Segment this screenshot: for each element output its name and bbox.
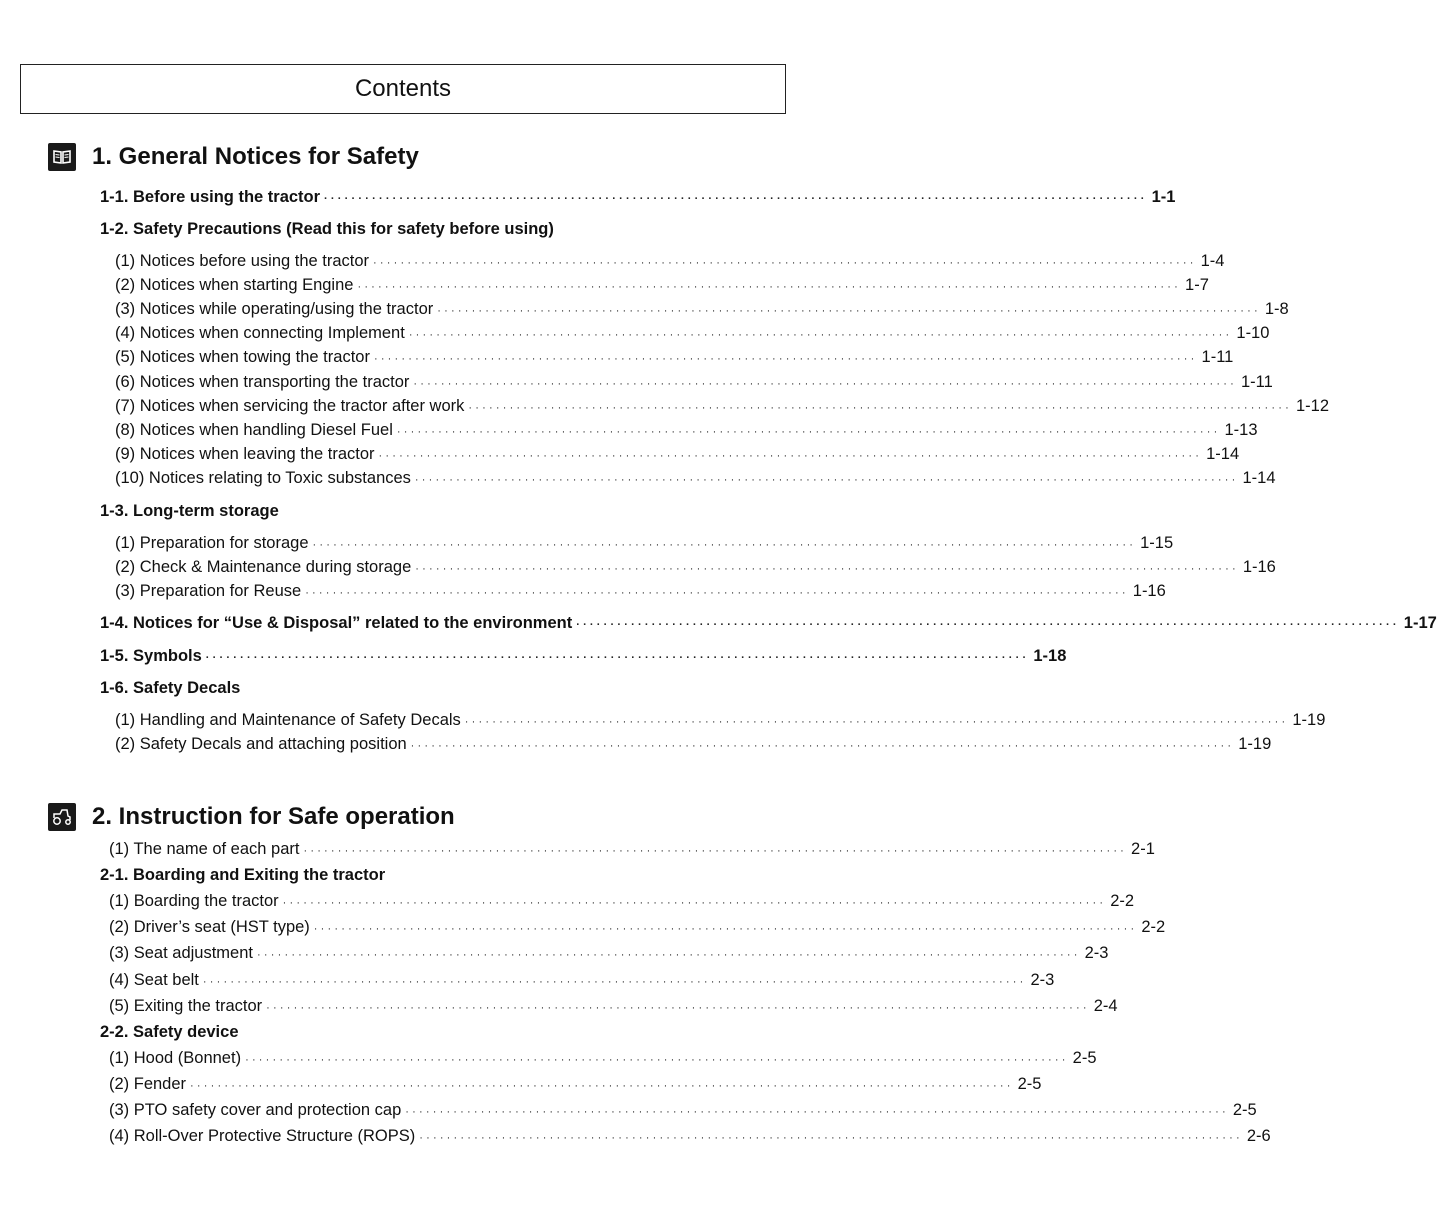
toc-entry-label: (2) Safety Decals and attaching position [115,735,407,753]
leader-dots: ························································································································ [419,1132,1243,1144]
toc-entry [109,968,1055,990]
toc-entry-label: (10) Notices relating to Toxic substances [115,469,411,487]
page-number: 2-2 [1141,918,1166,936]
page-number: 1-10 [1236,324,1270,342]
leader-dots: ························································································································ [468,402,1292,414]
toc-entry-label: 1-2. Safety Precautions (Read this for safety before using) [100,220,554,238]
leader-dots: ························································································································ [414,474,1239,486]
toc-entry-label: 2-1. Boarding and Exiting the tractor [100,866,386,884]
toc-heading [100,644,1067,666]
page-number: 2-1 [1131,840,1155,858]
page-number: 2-3 [1030,971,1055,989]
toc-entry [115,732,1272,754]
section-title: 2. Instruction for Safe operation [92,803,455,830]
toc-entry-label: (1) Boarding the tractor [109,892,279,910]
toc-entry-label: (1) Notices before using the tractor [115,252,370,270]
page-number: 1-13 [1224,421,1258,439]
toc-heading [100,185,1176,207]
leader-dots: ························································································································ [190,1080,1014,1092]
toc-entry [115,321,1270,343]
toc-entry-label: (4) Seat belt [109,971,199,989]
section-2-header [48,803,455,831]
toc-entry [115,466,1276,488]
section-title: 1. General Notices for Safety [92,143,419,170]
page-number: 1-1 [1151,188,1176,206]
page-number: 1-12 [1295,397,1329,415]
toc-entry [109,1098,1257,1120]
page-number: 1-18 [1033,647,1067,665]
toc-entry-label: (2) Fender [109,1075,187,1093]
toc-heading [100,217,558,239]
toc-heading [100,863,389,885]
toc-entry-label: (1) Hood (Bonnet) [109,1049,242,1067]
leader-dots: ························································································································ [405,1106,1229,1118]
page-number: 1-14 [1242,469,1276,487]
toc-entry [109,1124,1271,1146]
toc-entry [115,708,1326,730]
toc-entry [115,531,1174,553]
leader-dots: ························································································································ [415,563,1239,575]
toc-entry-label: (1) Preparation for storage [115,534,309,552]
toc-entry-label: (3) Preparation for Reuse [115,582,302,600]
leader-dots: ························································································································ [202,976,1027,988]
toc-entry-label: (6) Notices when transporting the tractor [115,373,410,391]
toc-entry-label: (1) Handling and Maintenance of Safety Decals [115,711,461,729]
page-number: 2-4 [1093,997,1118,1015]
toc-entry [109,837,1155,859]
toc-entry [115,273,1209,295]
toc-entry [109,994,1118,1016]
leader-dots: ························································································································ [410,740,1235,752]
toc-entry-label: 1-1. Before using the tractor [100,188,321,206]
toc-entry [115,297,1289,319]
leader-dots: ························································································································ [576,619,1400,631]
page-number: 2-2 [1110,892,1135,910]
toc-entry-label: (2) Driver’s seat (HST type) [109,918,310,936]
book-icon [48,143,76,171]
toc-entry [115,579,1166,601]
page-number: 1-14 [1206,445,1240,463]
toc-heading [100,499,283,521]
page-number: 1-15 [1140,534,1174,552]
toc-heading [100,1020,243,1042]
toc-entry-label: (9) Notices when leaving the tractor [115,445,375,463]
toc-entry [109,941,1109,963]
leader-dots: ························································································································ [324,193,1148,205]
leader-dots: ························································································································ [464,716,1289,728]
page-title: Contents [354,75,452,102]
leader-dots: ························································································································ [313,923,1138,935]
toc-entry-label: (4) Notices when connecting Implement [115,324,405,342]
toc-entry [109,915,1166,937]
leader-dots: ························································································································ [413,378,1237,390]
page-number: 2-5 [1072,1049,1097,1067]
toc-entry [115,442,1240,464]
page-number: 1-11 [1201,348,1234,366]
page-number: 2-6 [1246,1127,1271,1145]
toc-entry-label: 1-4. Notices for “Use & Disposal” related to the environment [100,614,573,632]
leader-dots: ························································································································ [266,1002,1090,1014]
toc-entry-label: 1-6. Safety Decals [100,679,241,697]
contents-title-box [20,64,786,114]
page-number: 1-7 [1185,276,1209,294]
toc-entry-label: (2) Check & Maintenance during storage [115,558,412,576]
toc-entry-label: (3) Seat adjustment [109,944,253,962]
toc-entry [109,1072,1042,1094]
section-1-header [48,143,419,171]
toc-entry-label: 1-5. Symbols [100,647,202,665]
leader-dots: ························································································································ [245,1054,1069,1066]
page-number: 1-19 [1292,711,1326,729]
leader-dots: ························································································································ [373,353,1198,365]
toc-entry-label: (3) PTO safety cover and protection cap [109,1101,402,1119]
leader-dots: ························································································································ [378,450,1203,462]
toc-entry [115,345,1234,367]
leader-dots: ························································································································ [205,652,1030,664]
page-number: 1-16 [1132,582,1166,600]
toc-entry [115,418,1258,440]
page-number: 2-5 [1232,1101,1257,1119]
page-number: 1-16 [1242,558,1276,576]
toc-entry-label: (5) Exiting the tractor [109,997,263,1015]
leader-dots: ························································································································ [373,257,1197,269]
page-number: 2-3 [1084,944,1109,962]
leader-dots: ························································································································ [257,949,1081,961]
page-number: 1-19 [1238,735,1272,753]
tractor-icon [48,803,76,831]
toc-entry-label: (5) Notices when towing the tractor [115,348,370,366]
leader-dots: ························································································································ [303,845,1128,857]
leader-dots: ························································································································ [312,539,1137,551]
toc-entry [115,249,1225,271]
leader-dots: ························································································································ [437,305,1261,317]
toc-entry [115,394,1329,416]
toc-entry [115,555,1276,577]
toc-entry-label: (1) The name of each part [109,840,300,858]
toc-entry [115,370,1273,392]
leader-dots: ························································································································ [305,587,1129,599]
leader-dots: ························································································································ [282,897,1107,909]
page-number: 1-4 [1200,252,1225,270]
toc-entry-label: (4) Roll-Over Protective Structure (ROPS) [109,1127,416,1145]
toc-entry-label: (7) Notices when servicing the tractor after work [115,397,465,415]
toc-entry-label: (2) Notices when starting Engine [115,276,354,294]
leader-dots: ························································································································ [408,329,1233,341]
toc-entry [109,1046,1097,1068]
toc-entry [109,889,1135,911]
leader-dots: ························································································································ [396,426,1221,438]
toc-entry-label: (8) Notices when handling Diesel Fuel [115,421,393,439]
toc-entry-label: 2-2. Safety device [100,1023,239,1041]
page-number: 1-17 [1403,614,1437,632]
page-number: 1-11 [1240,373,1273,391]
page-number: 1-8 [1264,300,1289,318]
toc-heading [100,676,244,698]
page-number: 2-5 [1017,1075,1042,1093]
leader-dots: ························································································································ [357,281,1182,293]
toc-heading [100,611,1437,633]
toc-entry-label: 1-3. Long-term storage [100,502,279,520]
toc-entry-label: (3) Notices while operating/using the tractor [115,300,434,318]
